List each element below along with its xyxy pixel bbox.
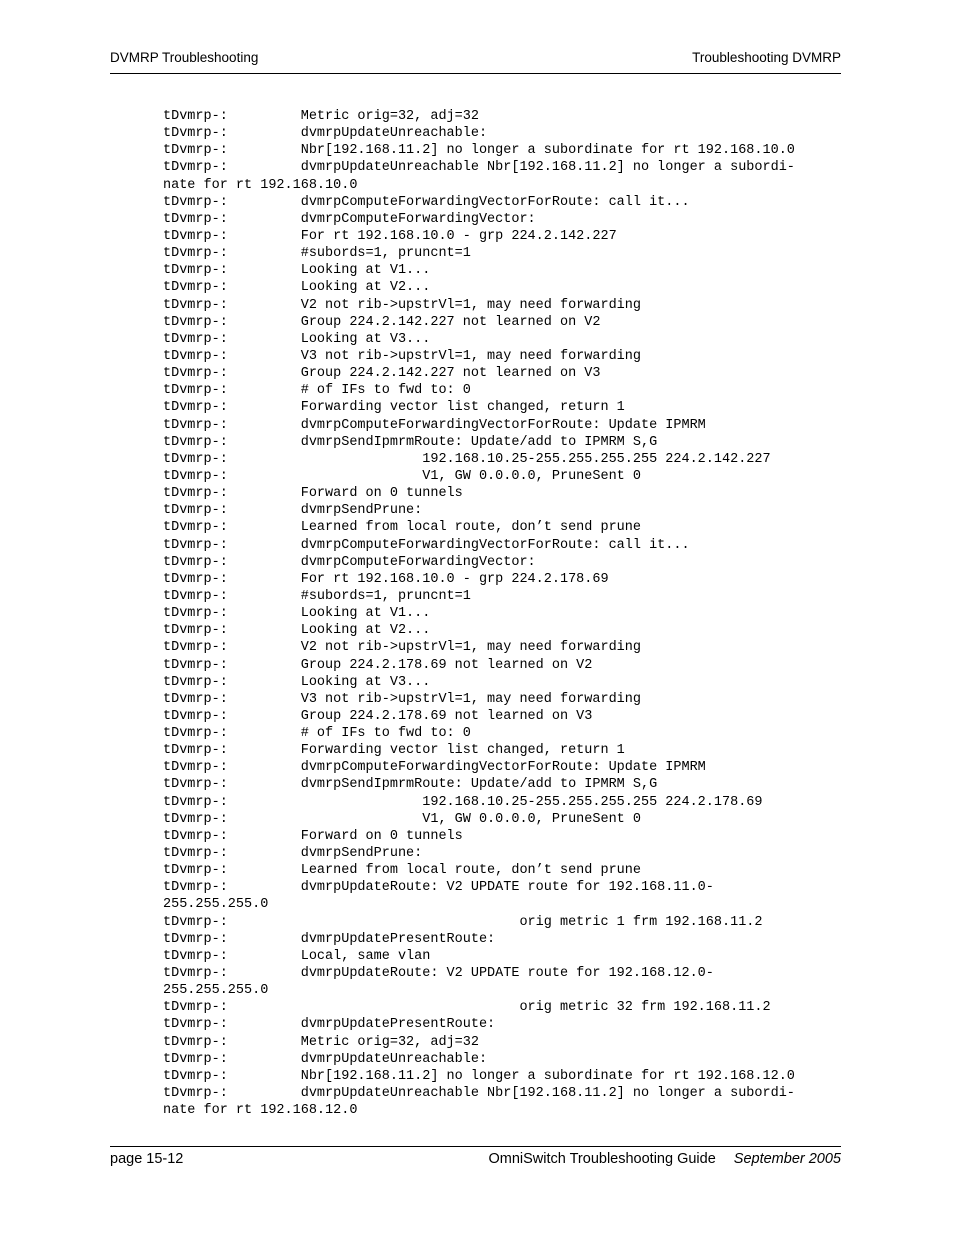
code-line: nate for rt 192.168.10.0 — [163, 177, 358, 193]
code-line: tDvmrp-: V3 not rib->upstrVl=1, may need forwarding — [163, 348, 641, 364]
code-line: tDvmrp-: Group 224.2.142.227 not learned on V2 — [163, 314, 601, 330]
debug-log-code-block — [163, 108, 843, 1119]
footer-rule — [110, 1146, 841, 1147]
code-line: tDvmrp-: dvmrpUpdateUnreachable Nbr[192.168.11.2] no longer a subordi- — [163, 1086, 795, 1102]
code-line: tDvmrp-: Learned from local route, don’t send prune — [163, 520, 641, 536]
code-line: tDvmrp-: V2 not rib->upstrVl=1, may need forwarding — [163, 640, 641, 656]
code-line: tDvmrp-: dvmrpSendIpmrmRoute: Update/add to IPMRM S,G — [163, 434, 658, 450]
code-line: tDvmrp-: # of IFs to fwd to: 0 — [163, 383, 471, 399]
publication-date: September 2005 — [733, 1151, 841, 1167]
code-line: tDvmrp-: V1, GW 0.0.0.0, PruneSent 0 — [163, 468, 641, 484]
code-line: tDvmrp-: Metric orig=32, adj=32 — [163, 1034, 479, 1050]
code-line: tDvmrp-: Looking at V2... — [163, 280, 431, 296]
guide-title: OmniSwitch Troubleshooting Guide — [488, 1151, 716, 1167]
code-line: tDvmrp-: Forward on 0 tunnels — [163, 828, 463, 844]
code-line: tDvmrp-: orig metric 1 frm 192.168.11.2 — [163, 914, 763, 930]
footer-publication — [488, 1151, 841, 1167]
header-rule — [110, 73, 841, 74]
code-line: tDvmrp-: Metric orig=32, adj=32 — [163, 109, 479, 124]
code-line: tDvmrp-: Group 224.2.142.227 not learned on V3 — [163, 366, 601, 382]
code-line: nate for rt 192.168.12.0 — [163, 1103, 358, 1119]
code-line: tDvmrp-: Looking at V2... — [163, 623, 431, 639]
code-line: tDvmrp-: dvmrpComputeForwardingVector: — [163, 211, 536, 227]
code-line: tDvmrp-: Nbr[192.168.11.2] no longer a subordinate for rt 192.168.12.0 — [163, 1068, 795, 1084]
code-line: tDvmrp-: Group 224.2.178.69 not learned on V2 — [163, 657, 593, 673]
header-section-title: Troubleshooting DVMRP — [692, 50, 841, 65]
code-line: 255.255.255.0 — [163, 897, 269, 913]
code-line: tDvmrp-: dvmrpUpdateRoute: V2 UPDATE route for 192.168.11.0- — [163, 880, 714, 896]
code-line: tDvmrp-: #subords=1, pruncnt=1 — [163, 588, 471, 604]
code-line: tDvmrp-: Learned from local route, don’t send prune — [163, 863, 641, 879]
code-line: tDvmrp-: V1, GW 0.0.0.0, PruneSent 0 — [163, 811, 641, 827]
code-line: tDvmrp-: dvmrpComputeForwardingVectorForRoute: Update IPMRM — [163, 417, 706, 433]
code-line: tDvmrp-: V2 not rib->upstrVl=1, may need forwarding — [163, 297, 641, 313]
code-line: tDvmrp-: dvmrpSendPrune: — [163, 846, 423, 862]
code-line: 255.255.255.0 — [163, 983, 269, 999]
code-line: tDvmrp-: Forwarding vector list changed, return 1 — [163, 743, 625, 759]
code-line: tDvmrp-: 192.168.10.25-255.255.255.255 224.2.142.227 — [163, 451, 771, 467]
code-line: tDvmrp-: dvmrpUpdateUnreachable: — [163, 1051, 488, 1067]
code-line: tDvmrp-: dvmrpSendPrune: — [163, 503, 423, 519]
code-line: tDvmrp-: Forward on 0 tunnels — [163, 486, 463, 502]
code-line: tDvmrp-: Local, same vlan — [163, 948, 431, 964]
code-line: tDvmrp-: V3 not rib->upstrVl=1, may need forwarding — [163, 691, 641, 707]
code-line: tDvmrp-: dvmrpUpdatePresentRoute: — [163, 931, 496, 947]
code-line: tDvmrp-: Group 224.2.178.69 not learned on V3 — [163, 708, 593, 724]
code-line: tDvmrp-: #subords=1, pruncnt=1 — [163, 246, 471, 262]
code-line: tDvmrp-: # of IFs to fwd to: 0 — [163, 726, 471, 742]
code-line: tDvmrp-: dvmrpComputeForwardingVectorForRoute: call it... — [163, 194, 690, 210]
code-line: tDvmrp-: Looking at V3... — [163, 674, 431, 690]
code-line: tDvmrp-: Nbr[192.168.11.2] no longer a subordinate for rt 192.168.10.0 — [163, 143, 795, 159]
code-line: tDvmrp-: dvmrpComputeForwardingVectorForRoute: Update IPMRM — [163, 760, 706, 776]
code-line: tDvmrp-: For rt 192.168.10.0 - grp 224.2.142.227 — [163, 228, 617, 244]
code-line: tDvmrp-: Looking at V1... — [163, 263, 431, 279]
code-line: tDvmrp-: For rt 192.168.10.0 - grp 224.2.178.69 — [163, 571, 609, 587]
code-line: tDvmrp-: 192.168.10.25-255.255.255.255 224.2.178.69 — [163, 794, 763, 810]
code-line: tDvmrp-: Forwarding vector list changed, return 1 — [163, 400, 625, 416]
code-line: tDvmrp-: dvmrpComputeForwardingVector: — [163, 554, 536, 570]
code-line: tDvmrp-: dvmrpUpdatePresentRoute: — [163, 1017, 496, 1033]
code-line: tDvmrp-: Looking at V3... — [163, 331, 431, 347]
code-line: tDvmrp-: dvmrpSendIpmrmRoute: Update/add to IPMRM S,G — [163, 777, 658, 793]
code-line: tDvmrp-: dvmrpUpdateUnreachable: — [163, 126, 488, 142]
code-line: tDvmrp-: dvmrpUpdateUnreachable Nbr[192.168.11.2] no longer a subordi- — [163, 160, 795, 176]
code-line: tDvmrp-: Looking at V1... — [163, 606, 431, 622]
header-chapter-title: DVMRP Troubleshooting — [110, 50, 259, 65]
code-line: tDvmrp-: dvmrpComputeForwardingVectorForRoute: call it... — [163, 537, 690, 553]
page-number: page 15-12 — [110, 1151, 184, 1167]
code-line: tDvmrp-: orig metric 32 frm 192.168.11.2 — [163, 1000, 771, 1016]
code-line: tDvmrp-: dvmrpUpdateRoute: V2 UPDATE route for 192.168.12.0- — [163, 966, 714, 982]
